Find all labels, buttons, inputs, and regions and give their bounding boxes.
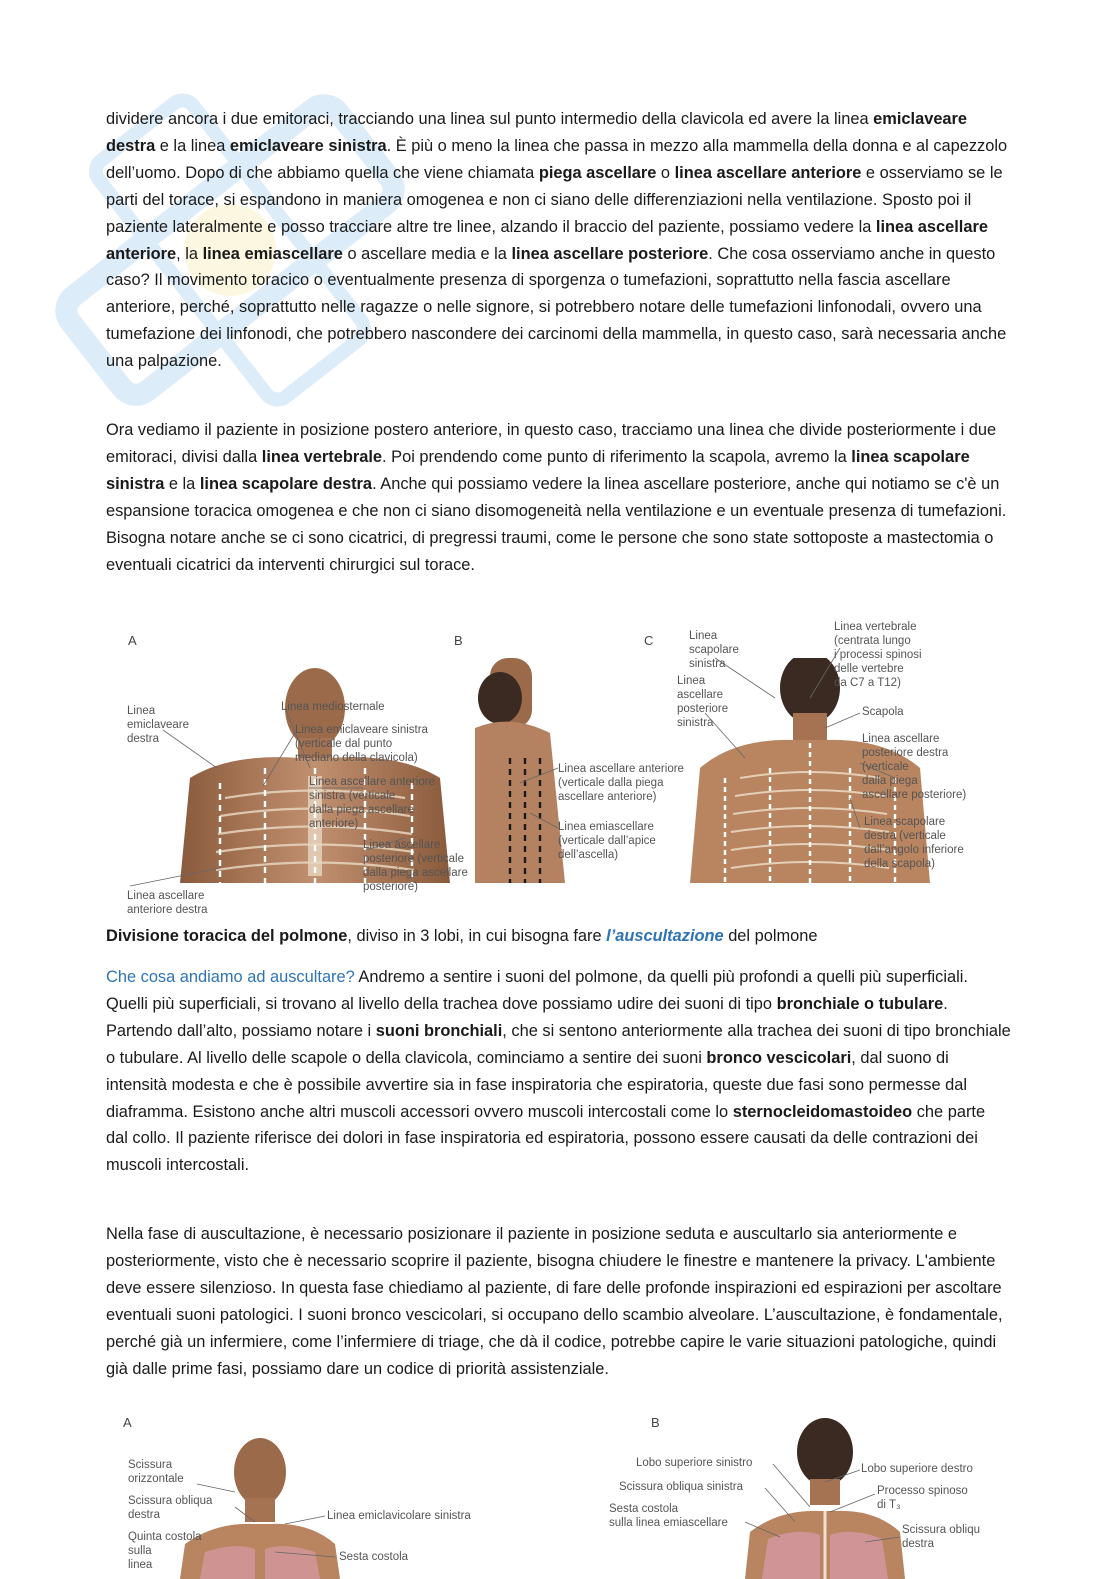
figure-lung-lobes <box>105 1412 1015 1579</box>
label-quinta-costola: Quinta costola sulla linea <box>128 1531 202 1571</box>
panel-letter-b: B <box>454 633 463 648</box>
label-linea-vertebrale: Linea vertebrale (centrata lungo i processi spinosi delle vertebre da C7 a T12) <box>834 621 922 689</box>
paragraph-emiclaveare: dividere ancora i due emitoraci, tracciando una linea sul punto intermedio della clavicola ed avere la linea emiclaveare destra e la linea emiclaveare sinistra. È più o meno la linea che passa in mezzo alla mammella della donna e al capezzolo dell’uomo. Dopo di che abbiamo quella che viene chiamata piega ascellare o linea ascellare anteriore e osserviamo se le parti del torace, si espandono in maniera omogenea e non ci siano delle differenziazioni nella ventilazione. Sposto poi il paziente lateralmente e posso tracciare altre tre linee, alzando il braccio del paziente, possiamo vedere la linea ascellare anteriore, la linea emiascellare o ascellare media e la linea ascellare posteriore. Che cosa osserviamo anche in questo caso? Il movimento toracico o eventualmente presenza di sporgenza o tumefazioni, soprattutto nella fascia ascellare anteriore, perché, soprattutto nelle ragazze o nelle signore, si potrebbero notare delle tumefazioni linfonodali, ovvero una tumefazione dei linfonodi, che potrebbero nascondere dei carcinomi della mammella, in questo caso, sarà necessaria anche una palpazione. <box>106 110 1008 371</box>
label-linea-ascellare-posteriore: Linea ascellare posteriore (verticale dalla piega ascellare posteriore) <box>363 839 468 893</box>
label-linea-emiascellare: Linea emiascellare (verticale dall’apice dell’ascella) <box>558 821 656 861</box>
label-linea-ascellare-posteriore-destra: Linea ascellare posteriore destra (verticale dalla piega ascellare posteriore) <box>862 733 967 801</box>
paragraph-auscultazione-suoni: Che cosa andiamo ad auscultare? Andremo a sentire i suoni del polmone, da quelli più profondi a quelli più superficiali. Quelli più superficiali, si trovano al livello della trachea dove possiamo udire dei suoni di tipo bronchiale o tubulare. Partendo dall’alto, possiamo notare i suoni bronchiali, che si sentono anteriormente alla trachea dei suoni di tipo bronchiale o tubulare. Al livello delle scapole o della clavicola, cominciamo a sentire dei suoni bronco vescicolari, dal suono di intensità modesta e che è possibile avvertire sia in fase inspiratoria che espiratoria, queste due fasi sono permesse dal diaframma. Esistono anche altri muscoli accessori ovvero muscoli intercostali come lo sternocleidomastoideo che parte dal collo. Il paziente riferisce dei dolori in fase inspiratoria ed espiratoria, possono essere causati da delle contrazioni dei muscoli intercostali. <box>106 968 1011 1175</box>
label-sesta-costola-emiascellare: Sesta costola sulla linea emiascellare <box>609 1503 728 1529</box>
label-scissura-obliqua-destra-b: Scissura obliqu destra <box>902 1524 980 1550</box>
label-linea-ascellare-posteriore-sinistra: Linea ascellare posteriore sinistra <box>677 675 729 729</box>
paragraph-postero-anteriore: Ora vediamo il paziente in posizione postero anteriore, in questo caso, tracciamo una linea che divide posteriormente i due emitoraci, divisi dalla linea vertebrale. Poi prendendo come punto di riferimento la scapola, avremo la linea scapolare sinistra e la linea scapolare destra. Anche qui possiamo vedere la linea ascellare posteriore, anche qui notiamo se c'è un espansione toracica omogenea e che non ci siano disomogeneità nella ventilazione e un eventuale presenza di tumefazioni. Bisogna notare anche se ci sono cicatrici, di pregressi traumi, come le persone che sono state sottoposte a mastectomia o eventuali cicatrici da interventi chirurgici sul torace. <box>106 421 1007 574</box>
label-linea-ascellare-anteriore-sinistra: Linea ascellare anteriore sinistra (verticale dalla piega ascellare anteriore) <box>309 776 435 830</box>
label-scissura-obliqua-destra: Scissura obliqua destra <box>128 1495 213 1521</box>
panel-letter-a2: A <box>123 1415 132 1430</box>
label-linea-emiclaveare-sinistra: Linea emiclaveare sinistra (verticale dal punto mediano della clavicola) <box>295 724 428 764</box>
figure-thoracic-lines <box>105 618 1015 918</box>
label-processo-spinoso: Processo spinoso di T₃ <box>877 1485 968 1511</box>
label-scissura-obliqua-sinistra: Scissura obliqua sinistra <box>619 1481 744 1493</box>
label-linea-scapolare-destra: Linea scapolare destra (verticale dall’angolo inferiore della scapola) <box>864 816 964 870</box>
label-scissura-orizzontale: Scissura orizzontale <box>128 1459 184 1485</box>
panel-letter-a: A <box>128 633 137 648</box>
label-linea-ascellare-anteriore-b: Linea ascellare anteriore (verticale dalla piega ascellare anteriore) <box>558 763 684 803</box>
label-linea-scapolare-sinistra: Linea scapolare sinistra <box>689 630 739 670</box>
label-lobo-superiore-destro: Lobo superiore destro <box>861 1463 973 1475</box>
panel-letter-c: C <box>644 633 654 648</box>
label-lobo-superiore-sinistro: Lobo superiore sinistro <box>636 1457 753 1469</box>
paragraph-fase-auscultazione: Nella fase di auscultazione, è necessario posizionare il paziente in posizione seduta e auscultarlo sia anteriormente e posteriormente, visto che è necessario scoprire il paziente, bisogna chiudere le finestre e mantenere la privacy. L'ambiente deve essere silenzioso. In questa fase chiediamo al paziente, di fare delle profonde inspirazioni ed espirazioni per ascoltare eventuali suoni patologici. I suoni bronco vescicolari, si occupano dello scambio alveolare. L’auscultazione, è fondamentale, perché già un infermiere, come l’infermiere di triage, che dà il codice, potrebbe capire le varie situazioni patologiche, quindi già dalle prime fasi, possiamo dare un codice di priorità assistenziale. <box>106 1225 1003 1378</box>
figure-caption: Divisione toracica del polmone, diviso in 3 lobi, in cui bisogna fare l’auscultazione del polmone <box>106 927 818 945</box>
label-scapola: Scapola <box>862 706 904 718</box>
label-linea-emiclavicolare-sinistra: Linea emiclavicolare sinistra <box>327 1510 471 1522</box>
label-linea-ascellare-anteriore-destra: Linea ascellare anteriore destra <box>127 890 208 916</box>
panel-letter-b2: B <box>651 1415 660 1430</box>
label-sesta-costola: Sesta costola <box>339 1551 409 1563</box>
label-linea-emiclaveare-destra: Linea emiclaveare destra <box>127 705 189 745</box>
label-linea-mediosternale: Linea mediosternale <box>281 701 385 713</box>
